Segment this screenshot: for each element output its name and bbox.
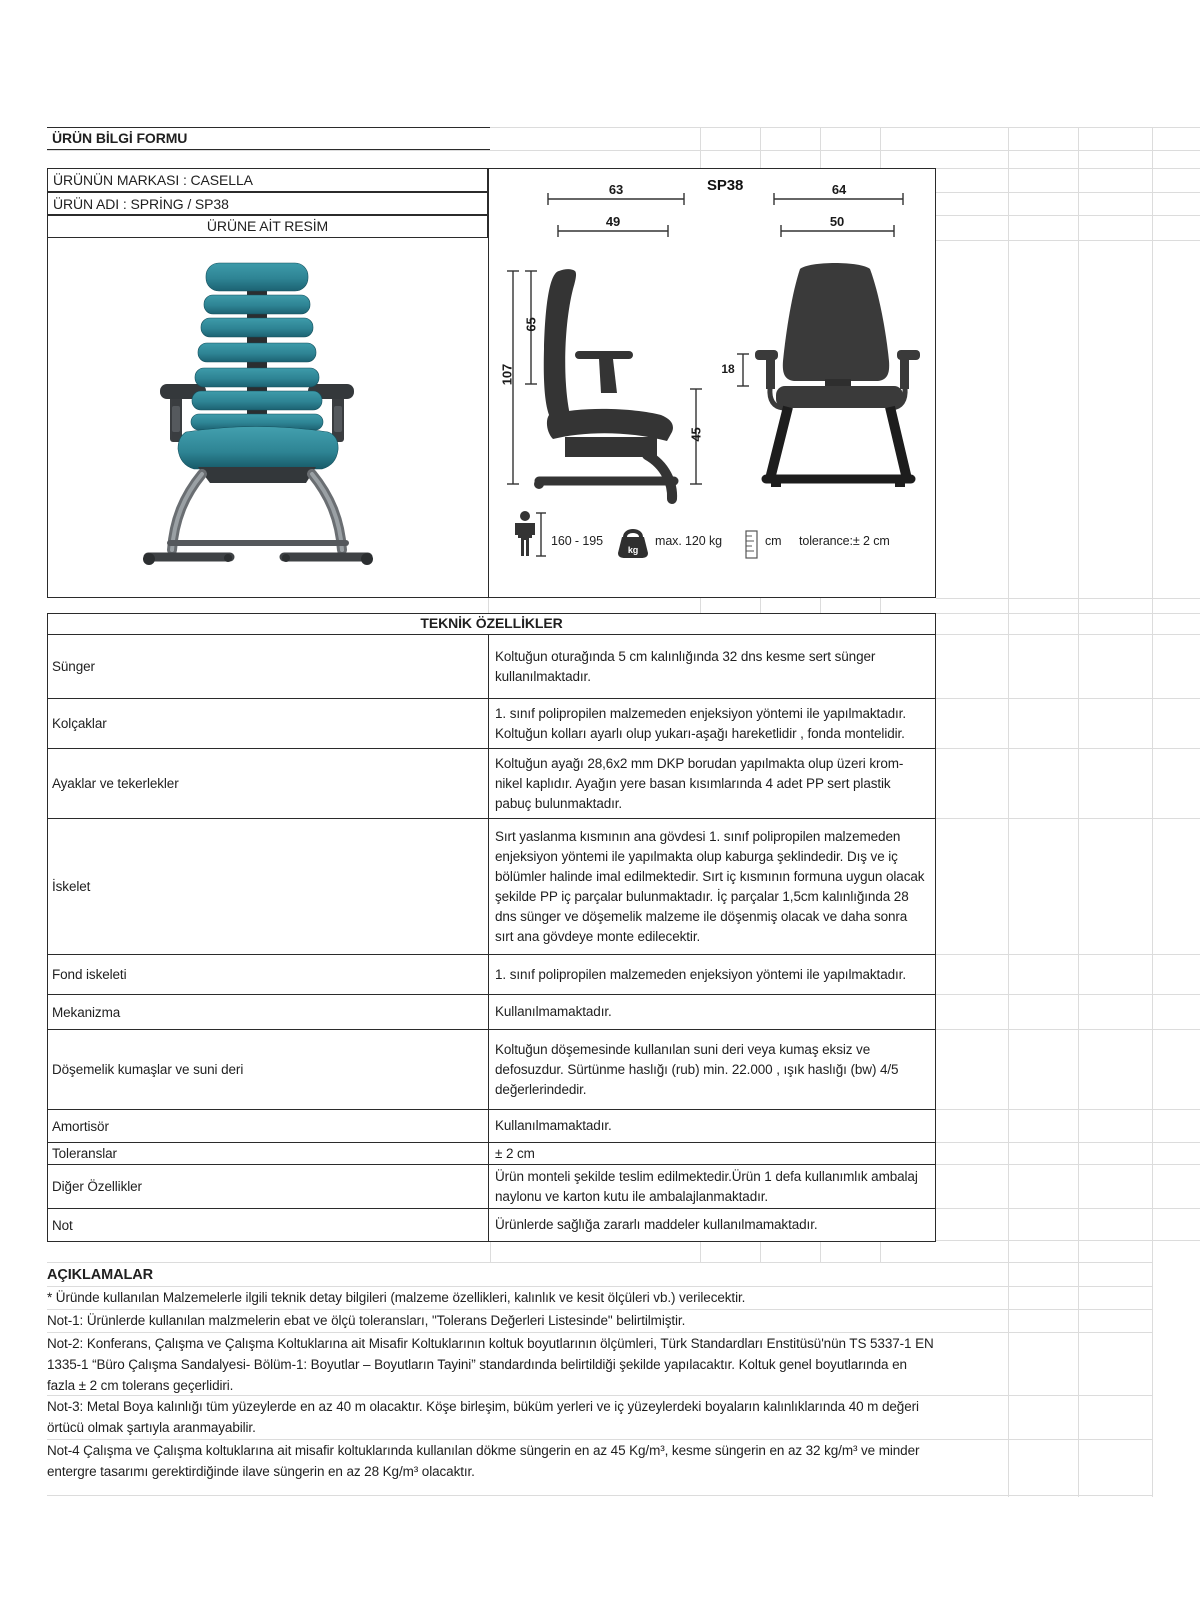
form-title: ÜRÜN BİLGİ FORMU xyxy=(47,127,490,150)
notes-items xyxy=(47,1286,936,1495)
dim-50: 50 xyxy=(829,214,845,229)
spec-row xyxy=(48,1143,935,1165)
spec-value: Koltuğun ayağı 28,6x2 mm DKP borudan yapılmakta olup üzeri krom-nikel kaplıdır. Ayağın yere basan kısımlarında 4 adet PP sert plastik pabuç bulunmaktadır. xyxy=(495,755,904,811)
spec-value: Sırt yaslanma kısmının ana gövdesi 1. sınıf polipropilen malzemeden enjeksiyon yöntemi ile yapılmakta olup kaburga şeklindedir. Dış ve iç bölümler halinde imal edilmektedir. Sırt iç kısmının formuna uygun olacak şekilde PP iç parçalar bulunmaktadır. İç parçalar 1,5cm kalınlığında 28 dns sünger ve döşemelik malzeme ile döşenmiş olacak ve daha sonra sırt ana gövdeye monte edilecektir. xyxy=(495,828,925,944)
brand-line: ÜRÜNÜN MARKASI : CASELLA xyxy=(47,168,488,192)
note-item: Not-4 Çalışma ve Çalışma koltuklarına ait misafir koltuklarında kullanılan dökme süngerin en az 45 Kg/m³, kesme süngerin en az 32 kg/m³ ve minder entergre tasarımı gerektirdiğinde ilave süngerin en az 28 Kg/m³ olacaktır. xyxy=(47,1443,920,1479)
spec-row xyxy=(48,1165,935,1209)
spec-label: Sünger xyxy=(48,635,489,698)
spec-value: ± 2 cm xyxy=(495,1145,535,1161)
product-photo-cell xyxy=(47,238,488,598)
dim-64: 64 xyxy=(831,182,847,197)
spec-label: Mekanizma xyxy=(48,995,489,1029)
dim-65: 65 xyxy=(523,317,539,332)
dim-107: 107 xyxy=(499,363,515,386)
specs-table xyxy=(47,613,936,1242)
technical-drawing-cell xyxy=(488,168,936,598)
product-name-line: ÜRÜN ADI : SPRİNG / SP38 xyxy=(47,192,488,215)
dim-49: 49 xyxy=(605,214,621,229)
front-view-silhouette xyxy=(755,263,920,487)
spec-row xyxy=(48,749,935,819)
product-image-label: ÜRÜNE AİT RESİM xyxy=(47,215,488,238)
specs-section-title: TEKNİK ÖZELLİKLER xyxy=(48,614,935,635)
note-item: Not-3: Metal Boya kalınlığı tüm yüzeylerde en az 40 m olacaktır. Köşe birleşim, büküm yerleri ve iç yüzeylerdeki boyaların kalınlıklarında 40 m değeri örtücü olmak şartıyla aranmayabilir. xyxy=(47,1399,919,1435)
spec-label: Döşemelik kumaşlar ve suni deri xyxy=(48,1030,489,1109)
person-icon xyxy=(515,511,535,556)
note-item: * Üründe kullanılan Malzemelerle ilgili teknik detay bilgileri (malzeme özellikleri, kalınlık ve kesit ölçüleri vb.) verilecektir. xyxy=(47,1290,746,1305)
technical-drawing xyxy=(489,169,934,596)
ruler-icon xyxy=(746,531,757,558)
weight-icon-label: kg xyxy=(627,545,639,555)
spec-value: Kullanılmamaktadır. xyxy=(495,1004,612,1019)
notes-spacer xyxy=(47,1240,936,1262)
chair-base xyxy=(143,474,373,565)
note-item: Not-1: Ürünlerde kullanılan malzmelerin ebat ve ölçü toleransları, "Tolerans Değerleri Listesinde" belirtilmiştir. xyxy=(47,1313,686,1328)
dim-18: 18 xyxy=(721,362,735,376)
notes-section xyxy=(47,1240,936,1495)
spec-label: Amortisör xyxy=(48,1110,489,1142)
product-photo xyxy=(48,238,489,596)
spec-value: 1. sınıf polipropilen malzemeden enjeksiyon yöntemi ile yapılmaktadır. Koltuğun kolları ayarlı olup yukarı-aşağı hareketlidir , fonda montelidir. xyxy=(495,705,906,741)
spec-row xyxy=(48,819,935,955)
spec-label: Fond iskeleti xyxy=(48,955,489,994)
weight-icon xyxy=(618,531,648,558)
dim-63: 63 xyxy=(608,182,624,197)
notes-section-title: AÇIKLAMALAR xyxy=(47,1267,154,1283)
spec-value: Koltuğun oturağında 5 cm kalınlığında 32 dns kesme sert sünger kullanılmaktadır. xyxy=(495,648,876,684)
spec-row xyxy=(48,1110,935,1143)
chair-underseat xyxy=(198,467,316,483)
spec-value: Ürün monteli şekilde teslim edilmektedir.Ürün 1 defa kullanımlık ambalaj naylonu ve karton kutu ile ambalajlanmaktadır. xyxy=(495,1168,918,1204)
spec-row xyxy=(48,955,935,995)
note-item: Not-2: Konferans, Çalışma ve Çalışma Koltuklarına ait Misafir Koltuklarının koltuk boyutlarının ölçümleri, Türk Standardları Enstitüsü'nün TS 5337-1 EN 1335-1 “Büro Çalışma Sandalyesi- Bölüm-1: Boyutlar – Boyutların Tayini” standardında belirtildiği şekilde yapılacaktır. Koltuk genel boyutlarında en fazla ± 2 cm tolerans geçerlidiri. xyxy=(47,1336,934,1393)
spec-label: Diğer Özellikler xyxy=(48,1165,489,1208)
chair-backrest-slats xyxy=(191,263,323,430)
spec-label: Toleranslar xyxy=(48,1143,489,1164)
spec-row xyxy=(48,1209,935,1241)
spec-label: Not xyxy=(48,1209,489,1241)
model-label: SP38 xyxy=(707,177,744,194)
spec-row xyxy=(48,635,935,699)
spec-value: Ürünlerde sağlığa zararlı maddeler kullanılmamaktadır. xyxy=(495,1217,818,1232)
spec-row xyxy=(48,995,935,1030)
spec-value: 1. sınıf polipropilen malzemeden enjeksiyon yöntemi ile yapılmaktadır. xyxy=(495,966,906,982)
spec-label: İskelet xyxy=(48,819,489,954)
max-weight: max. 120 kg xyxy=(655,534,722,548)
unit-label: cm xyxy=(765,534,782,548)
side-view-silhouette xyxy=(534,269,674,499)
spec-label: Ayaklar ve tekerlekler xyxy=(48,749,489,818)
chair-seat xyxy=(178,427,338,470)
user-height-range: 160 - 195 xyxy=(551,534,603,548)
spec-value: Koltuğun döşemesinde kullanılan suni deri veya kumaş eksiz ve defosuzdur. Sürtünme haslığı (rub) min. 22.000 , ışık haslığı (bw) 4/5 değerlerindedir. xyxy=(495,1041,899,1097)
dim-45: 45 xyxy=(688,427,704,442)
spec-row xyxy=(48,699,935,749)
spec-value: Kullanılmamaktadır. xyxy=(495,1118,612,1133)
specs-table-rows xyxy=(48,635,935,1241)
spec-row xyxy=(48,1030,935,1110)
tolerance-label: tolerance:± 2 cm xyxy=(799,534,890,548)
spec-label: Kolçaklar xyxy=(48,699,489,748)
